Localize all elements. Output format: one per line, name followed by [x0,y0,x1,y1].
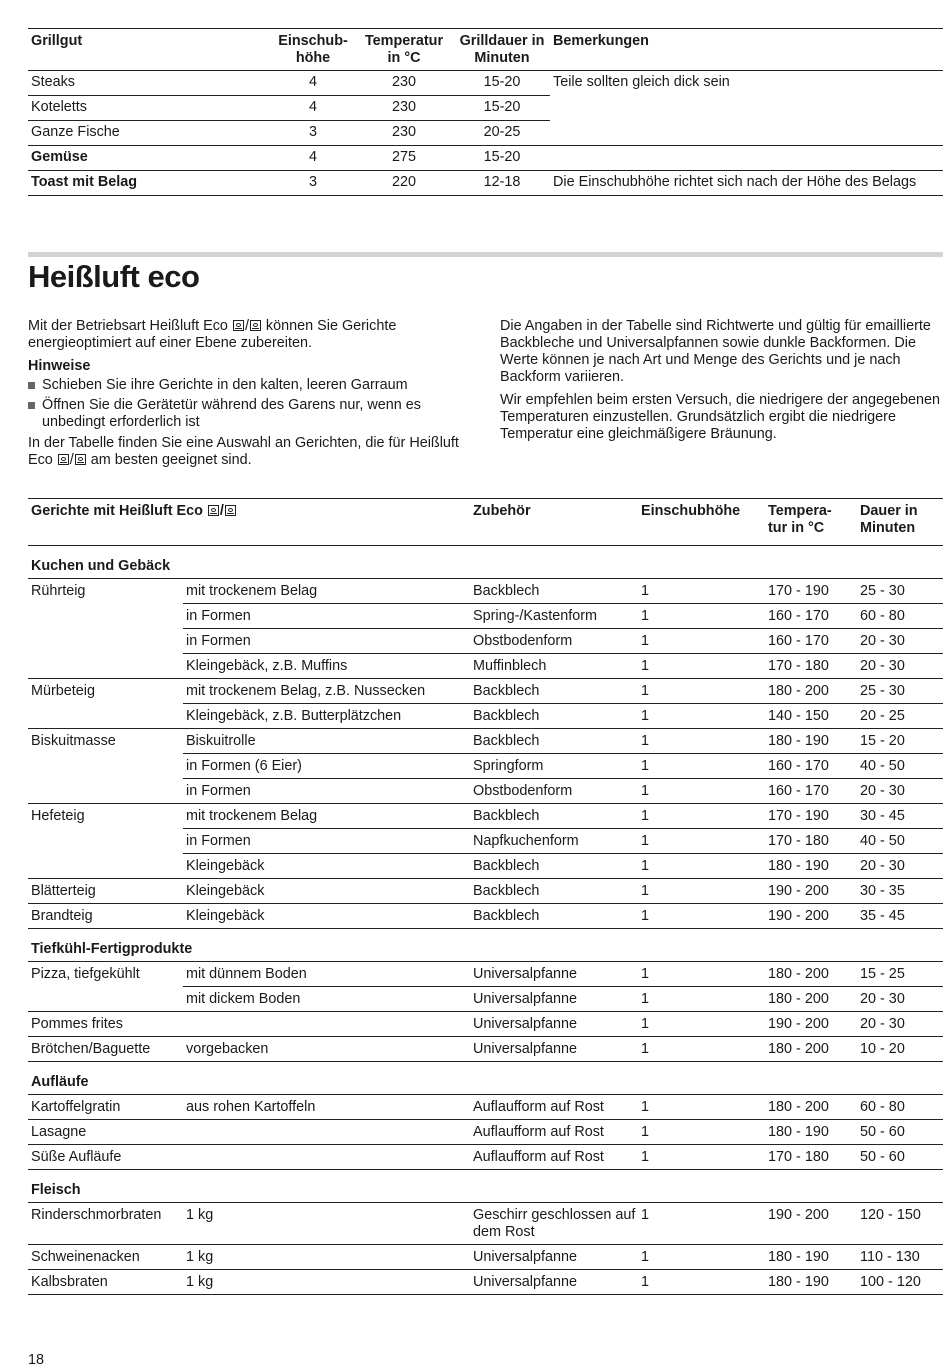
accessory: Backblech [473,804,641,829]
shelf-level: 1 [641,987,768,1012]
table-row [28,1203,943,1245]
dish-name: Mürbeteig [28,679,183,704]
duration: 25 - 30 [860,579,943,604]
temperature: 160 - 170 [768,754,860,779]
temperature: 180 - 190 [768,1245,860,1270]
shelf-level: 1 [641,704,768,729]
grill-table-header [28,29,943,71]
dish-name [28,987,183,1012]
dish-variant: Kleingebäck [183,879,473,904]
grill-time: 15-20 [483,74,521,90]
accessory: Backblech [473,854,641,879]
bullet-square-icon [28,402,35,409]
shelf-level: 1 [641,854,768,879]
eco-header-accessory: Zubehör [473,499,641,546]
accessory: Backblech [473,579,641,604]
grill-food: Koteletts [28,96,272,121]
dish-name: Kartoffelgratin [28,1095,183,1120]
shelf-level: 1 [641,1203,768,1245]
dish-variant: mit trockenem Belag [183,804,473,829]
eco-header-time: Dauer in Minuten [860,499,943,546]
grill-temp: 220 [354,171,454,196]
grill-food: Toast mit Belag [28,171,272,196]
hot-air-eco-alt-icon [75,454,86,465]
bullet-square-icon [28,382,35,389]
temperature: 160 - 170 [768,604,860,629]
intro-paragraph [28,318,473,352]
duration: 30 - 45 [860,804,943,829]
dish-variant [183,1145,473,1170]
duration: 40 - 50 [860,754,943,779]
dish-variant: in Formen [183,629,473,654]
accessory: Obstbodenform [473,629,641,654]
duration: 35 - 45 [860,904,943,929]
accessory: Backblech [473,679,641,704]
accessory: Universalpfanne [473,1270,641,1295]
temperature: 170 - 180 [768,1145,860,1170]
table-row [28,629,943,654]
duration: 20 - 30 [860,1012,943,1037]
shelf-level: 1 [641,779,768,804]
dish-variant: in Formen [183,604,473,629]
duration: 110 - 130 [860,1245,943,1270]
dish-name: Lasagne [28,1120,183,1145]
dish-variant: in Formen [183,829,473,854]
hot-air-eco-alt-icon [250,320,261,331]
table-ref-text-start: In der Tabelle finden Sie eine Auswahl an Gerichten, die für Heißluft Eco [28,435,459,468]
table-row [28,987,943,1012]
dish-name: Kalbsbraten [28,1270,183,1295]
duration: 20 - 30 [860,629,943,654]
table-row [28,654,943,679]
accessory: Auflaufform auf Rost [473,1145,641,1170]
duration: 20 - 25 [860,704,943,729]
eco-table-header [28,499,943,546]
hint-text: Öffnen Sie die Gerätetür während des Garens nur, wenn es unbedingt erforderlich ist [42,397,421,430]
temperature: 180 - 200 [768,1037,860,1062]
shelf-level: 1 [641,679,768,704]
shelf-level: 1 [641,629,768,654]
temperature: 180 - 190 [768,854,860,879]
dish-variant: mit trockenem Belag, z.B. Nussecken [183,679,473,704]
grill-temp: 230 [391,74,416,90]
shelf-level: 1 [641,904,768,929]
category-heading: Aufläufe [31,1074,89,1090]
dish-name [28,604,183,629]
duration: 60 - 80 [860,1095,943,1120]
table-row [28,829,943,854]
grill-level: 3 [272,121,354,146]
accessory: Geschirr geschlossen auf dem Rost [473,1203,641,1245]
grill-level: 4 [272,146,354,171]
recommendation-paragraph: Wir empfehlen beim ersten Versuch, die niedrigere der angegebenen Temperaturen einzustellen. Grundsätzlich ergibt die niedrigere Temperatur eine gleichmäßigere Bräunung. [500,392,940,442]
dish-name: Rinderschmorbraten [28,1203,183,1245]
shelf-level: 1 [641,1270,768,1295]
duration: 10 - 20 [860,1037,943,1062]
dish-name [28,829,183,854]
accessory: Springform [473,754,641,779]
accessory: Universalpfanne [473,1037,641,1062]
accessory: Backblech [473,904,641,929]
duration: 60 - 80 [860,604,943,629]
temperature: 190 - 200 [768,904,860,929]
table-row [28,879,943,904]
accessory: Universalpfanne [473,962,641,987]
category-heading: Fleisch [31,1182,81,1198]
dish-variant [183,1012,473,1037]
temperature: 160 - 170 [768,629,860,654]
temperature: 180 - 190 [768,729,860,754]
duration: 100 - 120 [860,1270,943,1295]
shelf-level: 1 [641,804,768,829]
hot-air-eco-icon [233,320,244,331]
grill-time: 15-20 [454,96,550,121]
shelf-level: 1 [641,729,768,754]
grill-header-temp: Temperatur in °C [354,29,454,71]
dish-variant: Kleingebäck, z.B. Muffins [183,654,473,679]
grill-table-body [28,71,943,196]
table-row [28,579,943,604]
grill-time: 15-20 [454,146,550,171]
eco-header-temp: Tempera- tur in °C [768,499,860,546]
table-row [28,1245,943,1270]
table-row [28,1012,943,1037]
page-number: 18 [28,1352,45,1368]
shelf-level: 1 [641,1145,768,1170]
accessory: Backblech [473,879,641,904]
grill-time: 20-25 [454,121,550,146]
grill-level: 4 [308,74,317,90]
dish-variant: in Formen (6 Eier) [183,754,473,779]
shelf-level: 1 [641,1037,768,1062]
temperature: 190 - 200 [768,1203,860,1245]
grill-temp: 275 [354,146,454,171]
temperature: 190 - 200 [768,879,860,904]
temperature: 180 - 190 [768,1270,860,1295]
shelf-level: 1 [641,604,768,629]
category-row [28,1170,943,1203]
eco-table-body [28,546,943,1295]
dish-variant: aus rohen Kartoffeln [183,1095,473,1120]
hints-list [28,377,473,431]
dish-variant: mit dünnem Boden [183,962,473,987]
dish-name: Pizza, tiefgekühlt [28,962,183,987]
grill-header-time: Grilldauer in Minuten [454,29,550,71]
section-rule [28,252,943,257]
dish-name [28,704,183,729]
grill-time: 12-18 [454,171,550,196]
eco-table [28,498,943,1295]
accessory: Auflaufform auf Rost [473,1095,641,1120]
grill-row [28,171,943,196]
shelf-level: 1 [641,962,768,987]
dish-name: Blätterteig [28,879,183,904]
category-row [28,546,943,579]
table-row [28,804,943,829]
dish-variant: Kleingebäck, z.B. Butterplätzchen [183,704,473,729]
temperature: 180 - 190 [768,1120,860,1145]
table-row [28,1270,943,1295]
duration: 15 - 25 [860,962,943,987]
hot-air-eco-icon [58,454,69,465]
category-row [28,929,943,962]
table-ref-text-end: am besten geeignet sind. [86,452,252,468]
accessory: Universalpfanne [473,1245,641,1270]
grill-header-level: Einschub- höhe [272,29,354,71]
category-row [28,1062,943,1095]
guideline-paragraph: Die Angaben in der Tabelle sind Richtwerte und gültig für emaillierte Backbleche und Universalpfannen sowie dunkle Backformen. Die Werte können je nach Art und Menge des Gerichts und je nach Backform variieren. [500,318,931,385]
shelf-level: 1 [641,829,768,854]
dish-variant: 1 kg [183,1245,473,1270]
accessory: Muffinblech [473,654,641,679]
duration: 30 - 35 [860,879,943,904]
table-row [28,754,943,779]
table-reference-paragraph [28,435,473,469]
shelf-level: 1 [641,579,768,604]
shelf-level: 1 [641,754,768,779]
temperature: 170 - 180 [768,829,860,854]
eco-header-dish-text: Gerichte mit Heißluft Eco [31,503,203,519]
dish-name: Süße Aufläufe [28,1145,183,1170]
hot-air-eco-alt-icon [225,505,236,516]
temperature: 180 - 200 [768,962,860,987]
table-row [28,1095,943,1120]
dish-name [28,779,183,804]
table-row [28,1120,943,1145]
duration: 120 - 150 [860,1203,943,1245]
grill-food: Steaks [31,74,75,90]
intro-text-start: Mit der Betriebsart Heißluft Eco [28,318,232,334]
grill-note: Die Einschubhöhe richtet sich nach der Höhe des Belags [550,171,943,196]
dish-variant: 1 kg [183,1270,473,1295]
temperature: 170 - 190 [768,579,860,604]
shelf-level: 1 [641,1095,768,1120]
table-row [28,779,943,804]
shelf-level: 1 [641,879,768,904]
icon-separator: / [244,318,249,334]
grill-level: 3 [272,171,354,196]
shelf-level: 1 [641,1120,768,1145]
dish-name [28,629,183,654]
dish-variant: Kleingebäck [183,854,473,879]
dish-variant: in Formen [183,779,473,804]
dish-variant: Biskuitrolle [183,729,473,754]
icon-separator: / [219,503,224,519]
duration: 25 - 30 [860,679,943,704]
temperature: 180 - 200 [768,987,860,1012]
accessory: Spring-/Kastenform [473,604,641,629]
dish-name: Schweinenacken [28,1245,183,1270]
duration: 20 - 30 [860,779,943,804]
icon-separator: / [69,452,74,468]
dish-variant: Kleingebäck [183,904,473,929]
dish-variant [183,1120,473,1145]
dish-name: Brötchen/Baguette [28,1037,183,1062]
temperature: 170 - 180 [768,654,860,679]
table-row [28,962,943,987]
dish-name: Brandteig [28,904,183,929]
table-row [28,604,943,629]
grill-food: Gemüse [28,146,272,171]
duration: 40 - 50 [860,829,943,854]
temperature: 160 - 170 [768,779,860,804]
dish-name [28,754,183,779]
intro-column-right [500,318,945,449]
temperature: 180 - 200 [768,1095,860,1120]
grill-note: Teile sollten gleich dick sein [553,74,730,90]
accessory: Auflaufform auf Rost [473,1120,641,1145]
accessory: Backblech [473,729,641,754]
grill-header-food: Grillgut [28,29,272,71]
duration: 20 - 30 [860,654,943,679]
eco-header-level: Einschubhöhe [641,499,768,546]
shelf-level: 1 [641,1245,768,1270]
duration: 50 - 60 [860,1120,943,1145]
grill-row [28,146,943,171]
accessory: Backblech [473,704,641,729]
grill-temp: 230 [354,96,454,121]
dish-name [28,654,183,679]
accessory: Universalpfanne [473,1012,641,1037]
dish-variant: vorgebacken [183,1037,473,1062]
section-title: Heißluft eco [28,259,200,294]
hint-text: Schieben Sie ihre Gerichte in den kalten, leeren Garraum [42,377,408,393]
grill-level: 4 [272,96,354,121]
table-row [28,904,943,929]
dish-name: Hefeteig [28,804,183,829]
grill-food: Ganze Fische [28,121,272,146]
duration: 50 - 60 [860,1145,943,1170]
grill-header-notes: Bemerkungen [550,29,943,71]
hints-heading: Hinweise [28,358,91,374]
table-row [28,729,943,754]
grill-row [28,71,943,96]
intro-column-left [28,318,473,475]
duration: 20 - 30 [860,987,943,1012]
shelf-level: 1 [641,654,768,679]
grill-note [550,146,943,171]
hot-air-eco-icon [208,505,219,516]
dish-name: Biskuitmasse [28,729,183,754]
duration: 20 - 30 [860,854,943,879]
table-row [28,679,943,704]
temperature: 170 - 190 [768,804,860,829]
temperature: 180 - 200 [768,679,860,704]
dish-name: Pommes frites [28,1012,183,1037]
table-row [28,854,943,879]
grill-table [28,28,943,196]
accessory: Universalpfanne [473,987,641,1012]
dish-name: Rührteig [28,579,183,604]
hint-item [28,397,473,431]
table-row [28,1037,943,1062]
temperature: 140 - 150 [768,704,860,729]
shelf-level: 1 [641,1012,768,1037]
grill-temp: 230 [354,121,454,146]
dish-variant: mit trockenem Belag [183,579,473,604]
dish-variant: 1 kg [183,1203,473,1245]
category-heading: Tiefkühl-Fertigprodukte [31,941,193,957]
accessory: Napfkuchenform [473,829,641,854]
eco-header-dish [28,499,473,546]
dish-variant: mit dickem Boden [183,987,473,1012]
category-heading: Kuchen und Gebäck [31,558,171,574]
accessory: Obstbodenform [473,779,641,804]
duration: 15 - 20 [860,729,943,754]
temperature: 190 - 200 [768,1012,860,1037]
intro-text-end: können Sie Gerichte energieoptimiert auf einer Ebene zubereiten. [28,318,397,351]
table-row [28,704,943,729]
dish-name [28,854,183,879]
hint-item [28,377,473,394]
table-row [28,1145,943,1170]
